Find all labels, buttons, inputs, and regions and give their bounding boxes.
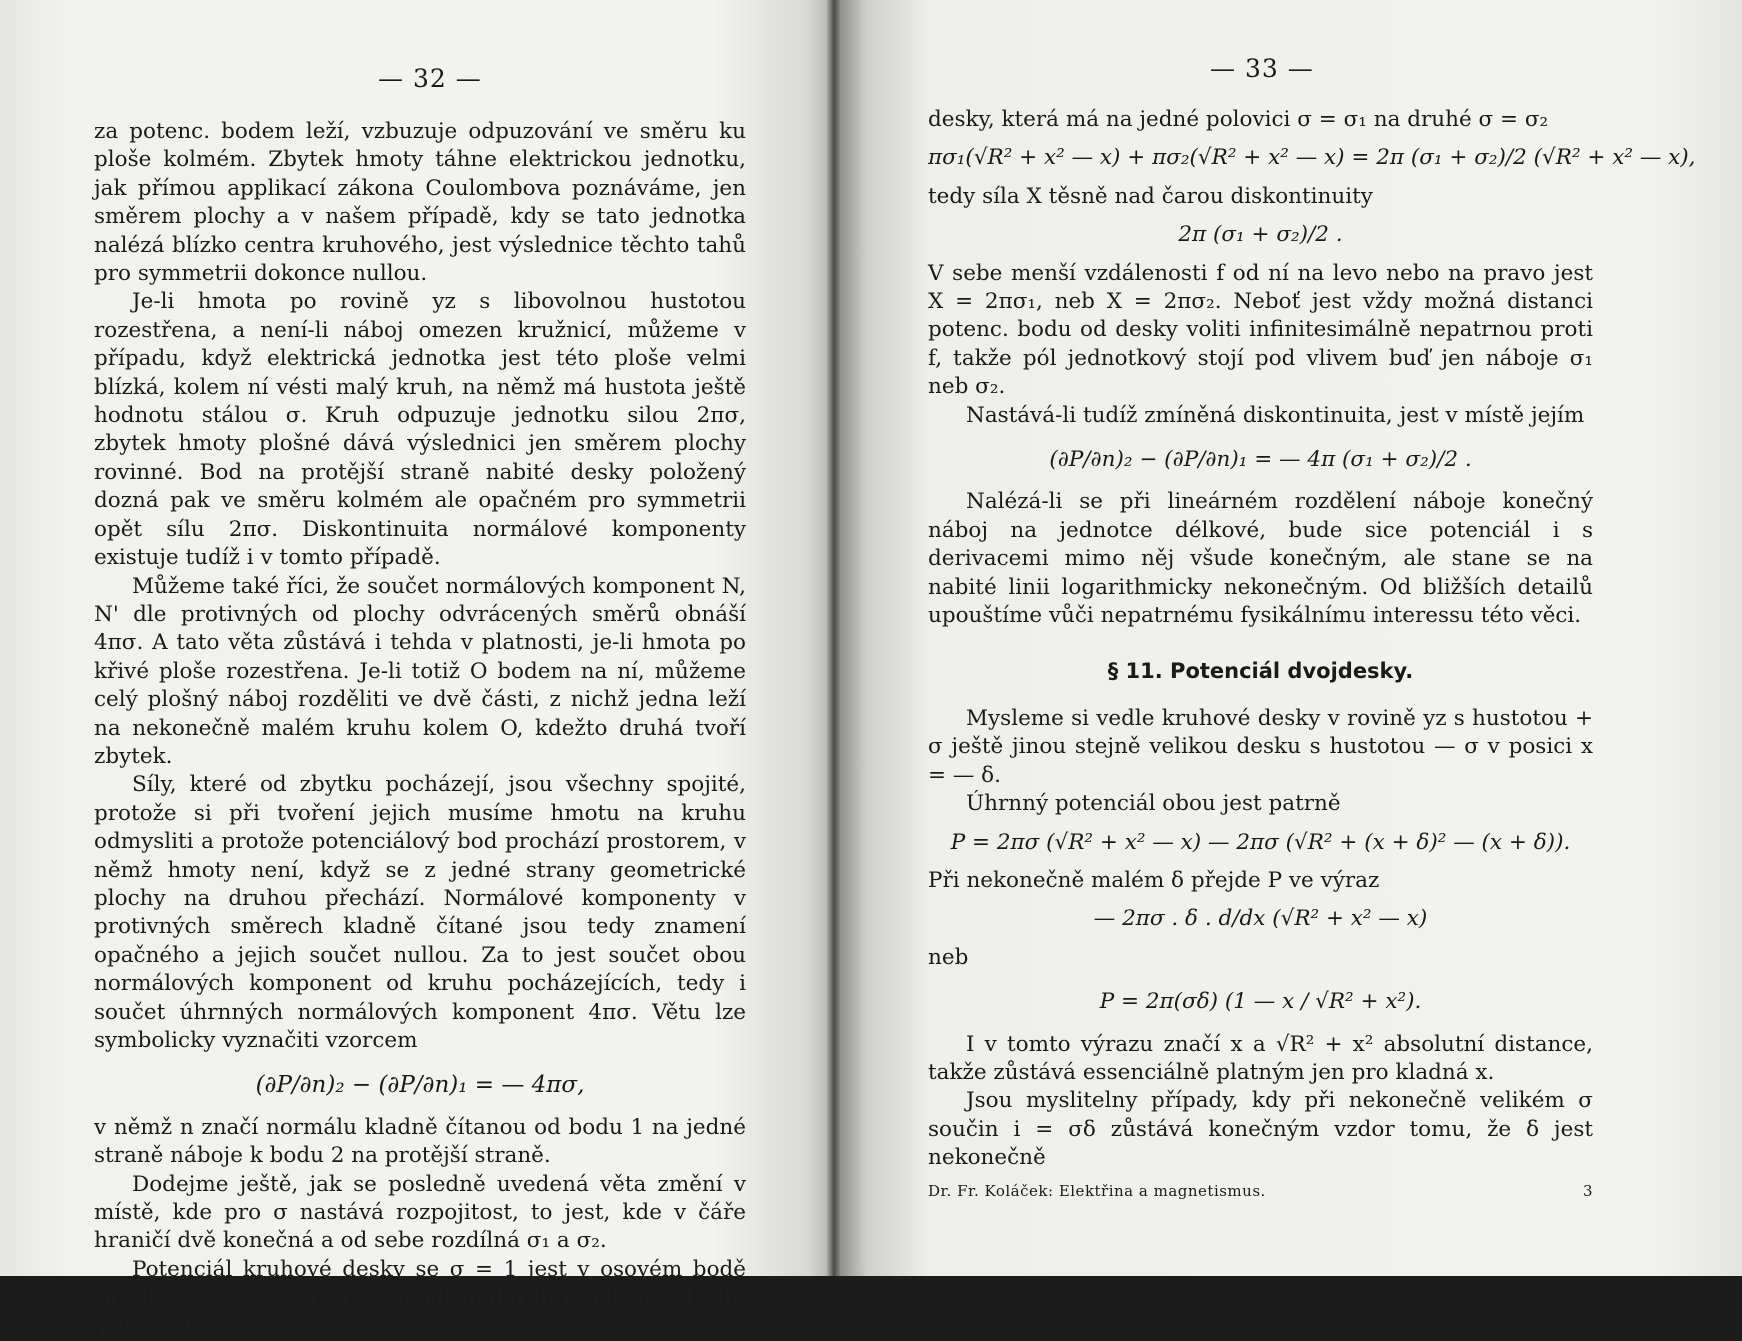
paragraph: Je-li hmota po rovině yz s libovolnou hustotou rozestřena, a není-li náboj omezen kružnicí, můžeme v případu, když elektrická jednotka jest této ploše velmi blízká, kolem ní vésti malý kruh, na němž má hustota ještě hodnotu stálou σ. Kruh odpuzuje jednotku silou 2πσ, zbytek hmoty plošné dává výslednici jen směrem plochy rovinné. Bod na protější straně nabité desky položený dozná pak ve směru kolmém ale opačném pro symmetrii opět sílu 2πσ. Diskontinuita normálové komponenty existuje tudíž i v tomto případě. <box>94 289 746 571</box>
paragraph: Potenciál kruhové desky se σ = 1 jest v osovém bodě 2π(√R² + x² — x), potenciál půlkruhu polovicí, tudíž potenciál <box>94 1256 746 1339</box>
paragraph: Při nekonečně malém δ přejde P ve výraz <box>928 867 1380 893</box>
left-page <box>0 0 840 1339</box>
equation: (∂P/∂n)₂ − (∂P/∂n)₁ = — 4π (σ₁ + σ₂)/2 . <box>1049 447 1472 473</box>
paragraph: Dodejme ještě, jak se posledně uvedená věta změní v místě, kde pro σ nastává rozpojitost, to jest, kde v čáře hraničí dvě konečná a od sebe rozdílná σ₁ a σ₂. <box>94 1171 746 1254</box>
paragraph: v němž n značí normálu kladně čítanou od bodu 1 na jedné straně náboje k bodu 2 na protější straně. <box>94 1114 746 1169</box>
equation: (∂P/∂n)₂ − (∂P/∂n)₁ = — 4πσ, <box>255 1072 585 1099</box>
equation: P = 2π(σδ) (1 — x / √R² + x²). <box>1099 989 1422 1015</box>
equation: P = 2πσ (√R² + x² — x) — 2πσ (√R² + (x + δ)² — (x + δ)). <box>950 829 1571 855</box>
right-page <box>840 0 1742 1276</box>
section-heading: § 11. Potenciál dvojdesky. <box>1107 658 1414 683</box>
equation: 2π (σ₁ + σ₂)/2 . <box>1178 222 1343 248</box>
paragraph: Nalézá-li se při lineárném rozdělení náboje konečný náboj na jednotce délkové, bude sice potenciál i s derivacemi mimo něj všude konečným, ale stane se na nabité linii logarithmicky nekonečným. Od bližších detailů upouštíme vůči nepatrnému fysikálnímu interessu této věci. <box>928 489 1593 629</box>
signature-mark: 3 <box>1582 1181 1593 1200</box>
page-number: — 32 — <box>378 64 482 93</box>
left-page-body <box>94 118 746 1341</box>
footer-citation: Dr. Fr. Koláček: Elektřina a magnetismus. <box>928 1181 1266 1200</box>
paragraph: Úhrnný potenciál obou jest patrně <box>966 791 1341 817</box>
paragraph: Jsou myslitelny případy, kdy při nekonečně velikém σ součin i = σδ zůstává konečným vzdor tomu, že δ jest nekonečně <box>928 1088 1593 1171</box>
page-number: — 33 — <box>1210 54 1314 83</box>
page-footer <box>928 1177 1593 1205</box>
equation: — 2πσ . δ . d/dx (√R² + x² — x) <box>1093 906 1428 932</box>
paragraph: Nastává-li tudíž zmíněná diskontinuita, jest v místě jejím <box>966 402 1585 428</box>
paragraph: neb <box>928 944 969 970</box>
paragraph: Síly, které od zbytku pocházejí, jsou všechny spojité, protože si při tvoření jejich musíme hmotu na kruhu odmysliti a protože potenciálový bod prochází prostorem, v němž hmoty není, když se z jedné strany geometrické plochy na druhou přechází. Normálové komponenty v protivných směrech kladně čítané jsou tedy znamení opačného a jejich součet nullou. Za to jest součet obou normálových komponent od kruhu pocházejících, tedy i součet úhrnných normálových komponent 4πσ. Větu lze symbolicky vyznačiti vzorcem <box>94 772 746 1053</box>
equation: πσ₁(√R² + x² — x) + πσ₂(√R² + x² — x) = 2π (σ₁ + σ₂)/2 (√R² + x² — x), <box>928 145 1696 171</box>
paragraph: za potenc. bodem leží, vzbuzuje odpuzování ve směru ku ploše kolmém. Zbytek hmoty táhne elektrickou jednotku, jak přímou applikací zákona Coulombova poznáváme, jen směrem plochy a v našem případě, kdy se tato jednotka nalézá blízko centra kruhového, jest výslednice těchto tahů pro symmetrii dokonce nullou. <box>94 119 746 287</box>
paragraph: Můžeme také říci, že součet normálových komponent N, N' dle protivných od plochy odvrácených směrů obnáší 4πσ. A tato věta zůstává i tehda v platnosti, je-li hmota po křivé ploše rozestřena. Je-li totiž O bodem na ní, můžeme celý plošný náboj rozděliti ve dvě části, z nichž jedna leží na nekonečně malém kruhu kolem O, kdežto druhá tvoří zbytek. <box>94 573 746 769</box>
right-page-body <box>928 106 1696 1205</box>
paragraph: tedy síla X těsně nad čarou diskontinuity <box>928 183 1373 209</box>
paragraph: I v tomto výrazu značí x a √R² + x² absolutní distance, takže zůstává essenciálně platným jen pro kladná x. <box>928 1031 1593 1085</box>
paragraph: desky, která má na jedné polovici σ = σ₁ na druhé σ = σ₂ <box>928 107 1549 132</box>
paragraph: V sebe menší vzdálenosti f od ní na levo nebo na pravo jest X = 2πσ₁, neb X = 2πσ₂. Neboť jest vždy možná distanci potenc. bodu od desky voliti infinitesimálně nepatrnou proti f, takže pól jednotkový stojí pod vlivem buď jen náboje σ₁ neb σ₂. <box>928 260 1593 400</box>
paragraph: Mysleme si vedle kruhové desky v rovině yz s hustotou + σ ještě jinou stejně velikou desku s hustotou — σ v posici x = — δ. <box>928 705 1593 788</box>
